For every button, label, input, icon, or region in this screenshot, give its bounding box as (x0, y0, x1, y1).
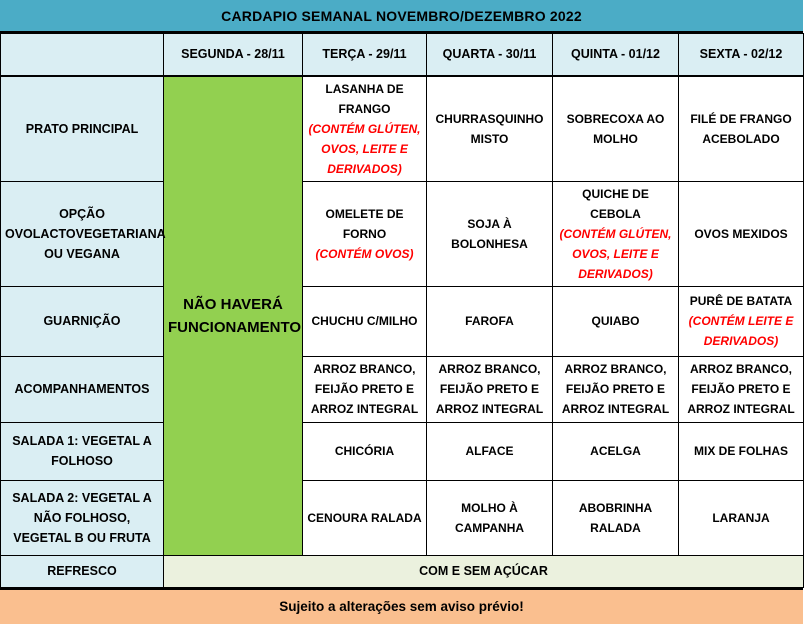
dish-name: ABOBRINHA RALADA (578, 500, 653, 535)
menu-cell-guarnicao-quarta (427, 286, 553, 356)
dish-name: ARROZ BRANCO, FEIJÃO PRETO E ARROZ INTEGRAL (310, 362, 419, 416)
menu-cell-opcao-quarta (427, 181, 553, 286)
closure-notice: NÃO HAVERÁ FUNCIONAMENTO (164, 76, 303, 556)
row-prato-principal (1, 76, 804, 182)
menu-cell-guarnicao-terca (303, 286, 427, 356)
menu-cell-guarnicao-quinta (553, 286, 679, 356)
day-header-quarta: QUARTA - 30/11 (427, 34, 553, 76)
dish-name: ARROZ BRANCO, FEIJÃO PRETO E ARROZ INTEGRAL (435, 362, 544, 416)
dish-name: SOBRECOXA AO MOLHO (566, 111, 665, 146)
allergen-note: (CONTÉM GLÚTEN, OVOS, LEITE E DERIVADOS) (559, 226, 672, 281)
row-label-guarnicao: GUARNIÇÃO (1, 286, 164, 356)
dish-name: QUIABO (591, 314, 640, 328)
allergen-note: (CONTÉM OVOS) (315, 246, 414, 261)
day-header-terca: TERÇA - 29/11 (303, 34, 427, 76)
corner-cell (1, 34, 164, 76)
page-title: CARDAPIO SEMANAL NOVEMBRO/DEZEMBRO 2022 (0, 0, 803, 33)
dish-name: MIX DE FOLHAS (693, 444, 788, 458)
dish-name: PURÊ DE BATATA (689, 294, 793, 308)
menu-cell-salada1-quarta (427, 422, 553, 480)
weekly-menu-table (0, 33, 804, 588)
row-label-refresco: REFRESCO (1, 555, 164, 587)
row-label-salada-2: SALADA 2: VEGETAL A NÃO FOLHOSO, VEGETAL B OU FRUTA (1, 480, 164, 555)
dish-name: QUICHE DE CEBOLA (582, 186, 649, 221)
menu-cell-prato-quarta (427, 76, 553, 182)
day-header-quinta: QUINTA - 01/12 (553, 34, 679, 76)
day-header-sexta: SEXTA - 02/12 (679, 34, 804, 76)
menu-cell-acomp-terca (303, 356, 427, 422)
footer-notice: Sujeito a alterações sem aviso prévio! (0, 588, 803, 624)
row-opcao-vegetariana (1, 181, 804, 286)
dish-name: FILÉ DE FRANGO ACEBOLADO (690, 111, 792, 146)
menu-cell-acomp-quarta (427, 356, 553, 422)
dish-name: ARROZ BRANCO, FEIJÃO PRETO E ARROZ INTEGRAL (687, 362, 795, 416)
dish-name: CHICÓRIA (334, 444, 395, 458)
menu-cell-salada1-sexta (679, 422, 804, 480)
menu-cell-salada2-terca (303, 480, 427, 555)
dish-name: ALFACE (465, 444, 514, 458)
menu-cell-opcao-quinta (553, 181, 679, 286)
menu-cell-prato-terca (303, 76, 427, 182)
day-header-row (1, 34, 804, 76)
menu-cell-acomp-sexta (679, 356, 804, 422)
menu-cell-salada1-quinta (553, 422, 679, 480)
row-refresco (1, 555, 804, 587)
row-salada-1 (1, 422, 804, 480)
allergen-note: (CONTÉM LEITE E DERIVADOS) (688, 314, 794, 348)
dish-name: CHUCHU C/MILHO (311, 314, 418, 328)
row-label-prato-principal: PRATO PRINCIPAL (1, 76, 164, 182)
row-label-acompanhamentos: ACOMPANHAMENTOS (1, 356, 164, 422)
menu-cell-salada2-quarta (427, 480, 553, 555)
menu-cell-salada2-sexta (679, 480, 804, 555)
day-header-segunda: SEGUNDA - 28/11 (164, 34, 303, 76)
dish-name: OMELETE DE FORNO (325, 206, 404, 241)
menu-cell-opcao-sexta (679, 181, 804, 286)
dish-name: LASANHA DE FRANGO (325, 81, 404, 116)
row-label-opcao-vegetariana: OPÇÃO OVOLACTOVEGETARIANA OU VEGANA (1, 181, 164, 286)
menu-cell-acomp-quinta (553, 356, 679, 422)
menu-cell-prato-sexta (679, 76, 804, 182)
dish-name: CENOURA RALADA (307, 510, 422, 525)
row-acompanhamentos (1, 356, 804, 422)
dish-name: FAROFA (465, 314, 514, 328)
dish-name: CHURRASQUINHO MISTO (435, 111, 544, 146)
dish-name: ACELGA (590, 444, 641, 458)
row-label-salada-1: SALADA 1: VEGETAL A FOLHOSO (1, 422, 164, 480)
refresco-value: COM E SEM AÇÚCAR (164, 555, 804, 587)
dish-name: OVOS MEXIDOS (694, 226, 788, 241)
dish-name: ARROZ BRANCO, FEIJÃO PRETO E ARROZ INTEGRAL (561, 362, 670, 416)
dish-name: MOLHO À CAMPANHA (454, 500, 525, 535)
menu-cell-prato-quinta (553, 76, 679, 182)
dish-name: LARANJA (712, 510, 770, 525)
row-salada-2 (1, 480, 804, 555)
menu-cell-salada1-terca (303, 422, 427, 480)
menu-cell-salada2-quinta (553, 480, 679, 555)
allergen-note: (CONTÉM GLÚTEN, OVOS, LEITE E DERIVADOS) (308, 121, 421, 176)
menu-cell-guarnicao-sexta (679, 286, 804, 356)
menu-cell-opcao-terca (303, 181, 427, 286)
row-guarnicao (1, 286, 804, 356)
dish-name: SOJA À BOLONHESA (451, 216, 528, 251)
